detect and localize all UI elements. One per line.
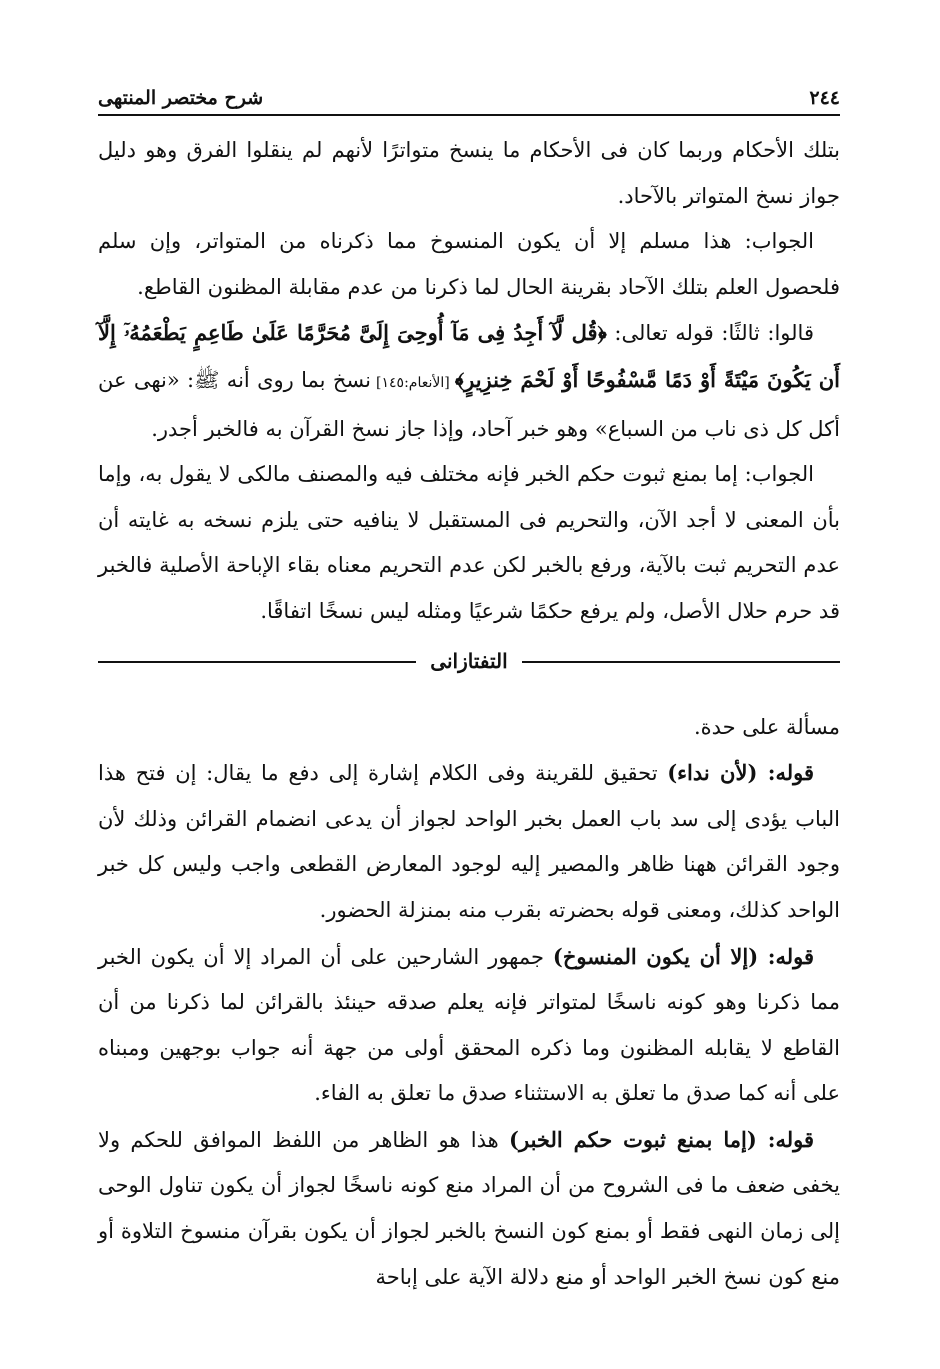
commentary-quote: (إما بمنع ثبوت حكم الخبر) bbox=[509, 1126, 757, 1152]
commentary-label: قوله: bbox=[758, 943, 815, 969]
commentary-quote: (لأن نداء) bbox=[667, 760, 758, 786]
commentary-label: قوله: bbox=[756, 1126, 814, 1152]
page-number: ٢٤٤ bbox=[809, 87, 840, 109]
commentary-paragraph-1 bbox=[98, 750, 840, 933]
third-argument-lead: قالوا: ثالثًا: قوله تعالى: bbox=[606, 321, 814, 346]
commentary-separator bbox=[98, 637, 840, 687]
paragraph-answer-2: الجواب: إما بمنع ثبوت حكم الخبر فإنه مختلف فيه والمصنف مالكى لا يقول به، وإما بأن المعنى لا أجد الآن، والتحريم فى المستقبل لا ينافيه حتى يلزم نسخه به غايته أن عدم التحريم ثبت بالآية، ورفع بالخبر لكن عدم التحريم معناه بقاء الإباحة الأصلية فالخبر قد حرم حلال الأصل، ولم يرفع حكمًا شرعيًا ومثله ليس نسخًا اتفاقًا. bbox=[98, 462, 840, 623]
third-argument-rest: نسخ بما روى أنه ﷺ: «نهى عن أكل كل ذى ناب من السباع» وهو خبر آحاد، وإذا جاز نسخ القرآن به فالخبر أجدر. bbox=[98, 367, 840, 441]
commentary-text: تحقيق للقرينة وفى الكلام إشارة إلى دفع ما يقال: إن فتح هذا الباب يؤدى إلى سد باب العمل بخبر الواحد لجواز أن يدعى انضمام القرائن وذلك لأن وجود القرائن ههنا ظاهر والمصير إليه لوجود المعارض القطعى واجب وليس كل خبر الواحد كذلك، ومعنى قوله بحضرته بقرب منه بمنزلة الحضور. bbox=[98, 761, 840, 922]
commentary-quote: (إلا أن يكون المنسوخ) bbox=[552, 943, 759, 969]
commentary-title: التفتازانى bbox=[430, 648, 508, 673]
quran-verse: ﴿قُل لَّآ أَجِدُ فِى مَآ أُوحِىَ إِلَىَّ مُحَرَّمًا عَلَىٰ طَاعِمٍ يَطْعَمُهُۥٓ إِلَّآ أَن يَكُونَ مَيْتَةً أَوْ دَمًا مَّسْفُوحًا أَوْ لَحْمَ خِنزِيرٍ﴾ bbox=[98, 320, 840, 392]
paragraph-issue: مسألة على حدة. bbox=[693, 714, 840, 739]
page-content bbox=[98, 128, 840, 1300]
commentary-paragraph-2 bbox=[98, 934, 840, 1117]
commentary-text: هذا هو الظاهر من اللفظ الموافق للحكم ولا يخفى ضعف ما فى الشروح من أن المراد منع كونه ناسخًا لجواز أن يكون تناول الوحى إلى زمان النهى فقط أو بمنع كون النسخ بالخبر لجواز أن يكون بقرآن منسوخ التلاوة أو منع كون نسخ الخبر الواحد أو منع دلالة الآية على إباحة bbox=[98, 1127, 840, 1289]
commentary-text: جمهور الشارحين على أن المراد إلا أن يكون الخبر مما ذكرنا وهو كونه ناسخًا لمتواتر فإنه يعلم صدقه حينئذ بالقرائن لما ذكرنا من أن القاطع لا يقابله المظنون وما ذكره المحقق أولى من جهة أنه جواب بوجهين ومبناه على أنه كما صدق ما تعلق به الاستثناء صدق ما تعلق به الفاء. bbox=[98, 944, 840, 1106]
verse-reference: [الأنعام:١٤٥] bbox=[370, 374, 455, 391]
paragraph-1: بتلك الأحكام وربما كان فى الأحكام ما ينسخ متواترًا لأنهم لم ينقلوا الفرق وهو دليل جواز نسخ المتواتر بالآحاد. bbox=[98, 138, 840, 208]
separator-line-right bbox=[522, 661, 840, 663]
commentary-paragraph-3 bbox=[98, 1117, 840, 1300]
page-header bbox=[98, 78, 840, 116]
separator-line-left bbox=[98, 661, 416, 663]
commentary-label: قوله: bbox=[757, 760, 814, 786]
book-title: شرح مختصر المنتهى bbox=[98, 87, 264, 109]
paragraph-third-argument bbox=[98, 310, 840, 452]
paragraph-answer-1: الجواب: هذا مسلم إلا أن يكون المنسوخ مما ذكرناه من المتواتر، وإن سلم فلحصول العلم بتلك الآحاد بقرينة الحال لما ذكرنا من عدم مقابلة المظنون القاطع. bbox=[98, 229, 840, 299]
